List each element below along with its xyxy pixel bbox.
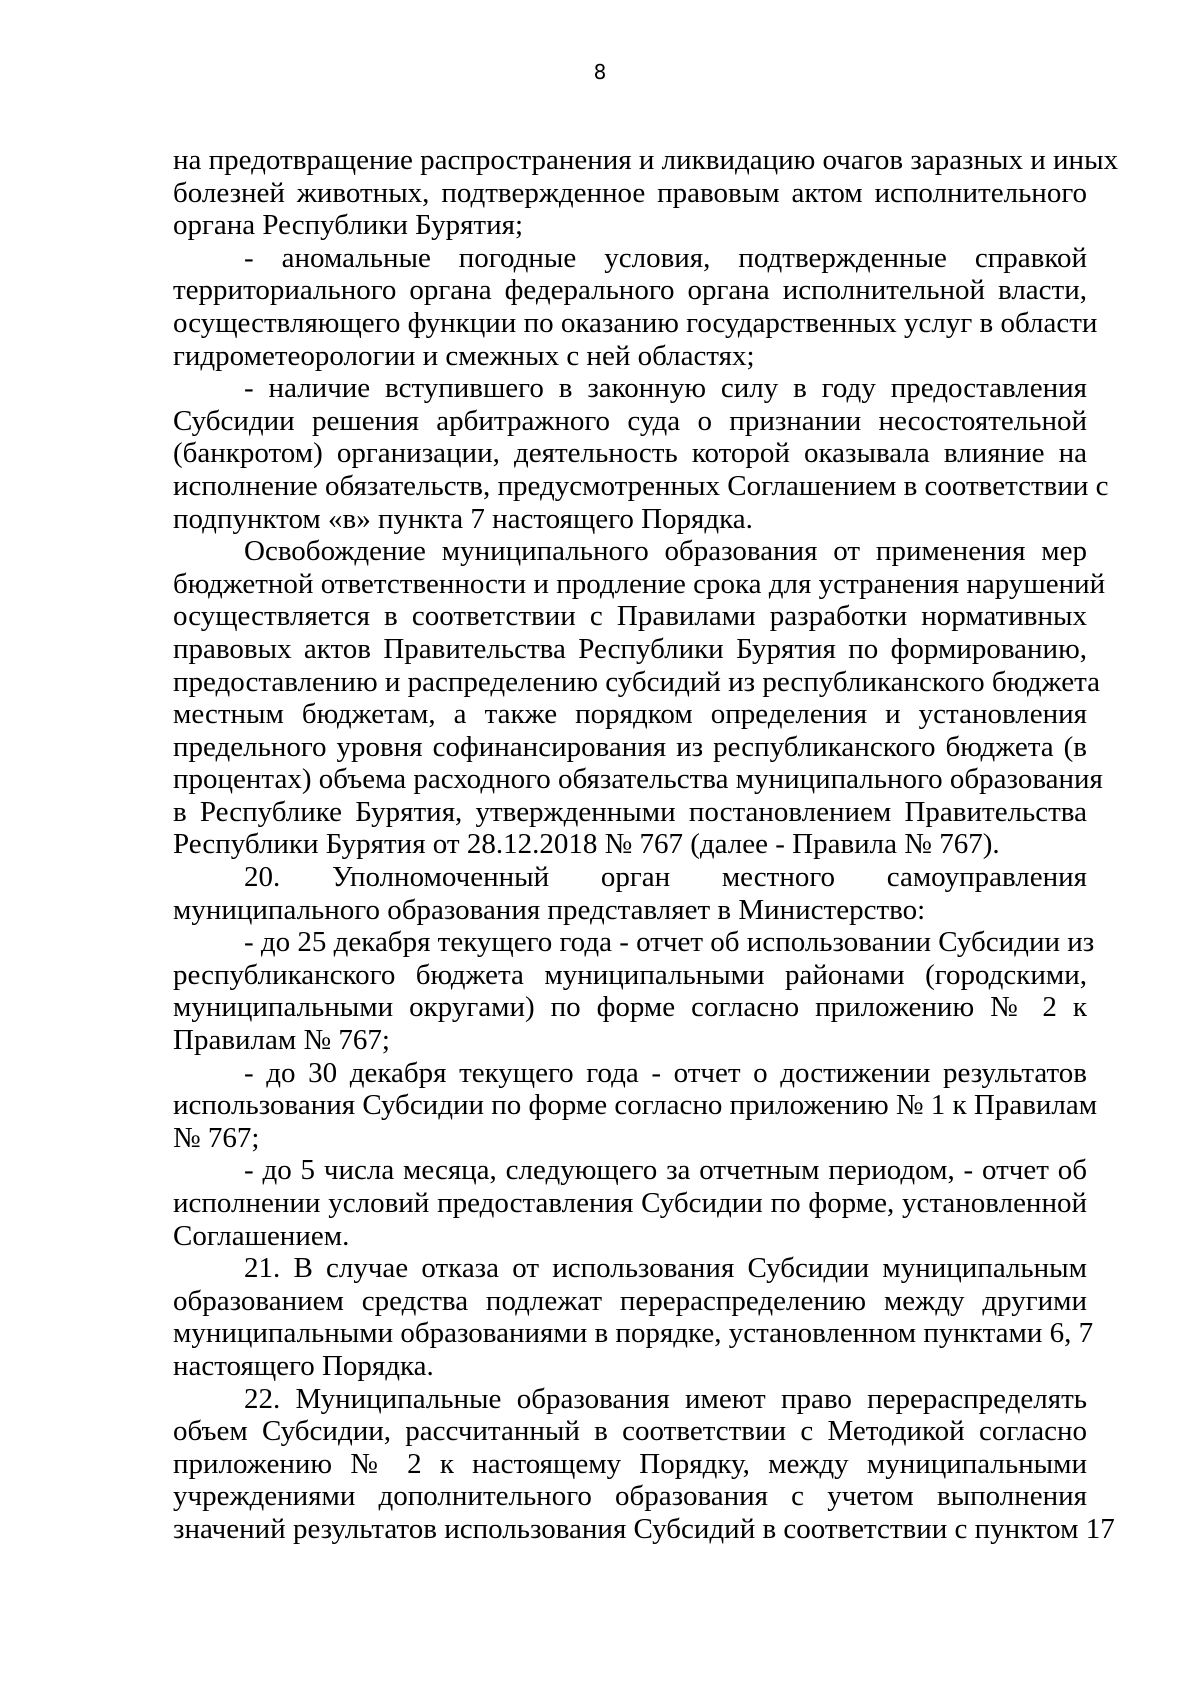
text-line: бюджетной ответственности и продление срока для устранения нарушений <box>173 567 1106 600</box>
text-line: Республики Бурятия от 28.12.2018 № 767 (далее - Правила № 767). <box>173 828 1000 861</box>
text-line: использования Субсидии по форме согласно приложению № 1 к Правилам <box>173 1089 1098 1122</box>
text-line: предельного уровня софинансирования из республиканского бюджета (в <box>173 730 1087 763</box>
text-line: муниципальными округами) по форме согласно приложению № 2 к <box>173 991 1087 1024</box>
text-line: (банкротом) организации, деятельность которой оказывала влияние на <box>173 437 1087 470</box>
text-line: Правилам № 767; <box>173 1024 390 1057</box>
text-line: Освобождение муниципального образования от применения мер <box>244 535 1087 568</box>
text-line: на предотвращение распространения и ликвидацию очагов заразных и иных <box>173 144 1119 176</box>
text-line: территориального органа федерального органа исполнительной власти, <box>173 274 1087 307</box>
text-line: 20. Уполномоченный орган местного самоуправления <box>244 861 1087 894</box>
document-body <box>173 144 1119 1546</box>
page-number: 8 <box>593 60 607 84</box>
text-line: местным бюджетам, а также порядком определения и установления <box>173 698 1087 731</box>
text-line: процентах) объема расходного обязательства муниципального образования <box>173 763 1103 796</box>
text-line: предоставлению и распределению субсидий из республиканского бюджета <box>173 665 1101 698</box>
text-line: болезней животных, подтвержденное правовым актом исполнительного <box>173 176 1087 209</box>
text-line: учреждениями дополнительного образования с учетом выполнения <box>173 1480 1087 1513</box>
text-line: значений результатов использования Субсидий в соответствии с пунктом 17 <box>173 1512 1115 1545</box>
text-line: органа Республики Бурятия; <box>173 209 523 242</box>
text-line: 21. В случае отказа от использования Субсидии муниципальным <box>244 1252 1087 1285</box>
text-line: № 767; <box>173 1121 260 1154</box>
text-line: подпунктом «в» пункта 7 настоящего Порядка. <box>173 502 753 535</box>
text-line: - до 5 числа месяца, следующего за отчетным периодом, - отчет об <box>244 1154 1087 1187</box>
text-line: - аномальные погодные условия, подтвержденные справкой <box>244 241 1087 274</box>
text-line: муниципального образования представляет в Министерство: <box>173 893 926 926</box>
text-line: гидрометеорологии и смежных с ней областях; <box>173 339 755 372</box>
text-line: осуществляющего функции по оказанию государственных услуг в области <box>173 306 1098 339</box>
text-line: Соглашением. <box>173 1219 350 1252</box>
text-line: - до 30 декабря текущего года - отчет о достижении результатов <box>244 1056 1087 1089</box>
text-line: муниципальными образованиями в порядке, установленном пунктами 6, 7 <box>173 1317 1094 1350</box>
text-line: Субсидии решения арбитражного суда о признании несостоятельной <box>173 404 1087 437</box>
text-line: исполнение обязательств, предусмотренных Соглашением в соответствии с <box>173 469 1109 502</box>
text-line: - до 25 декабря текущего года - отчет об использовании Субсидии из <box>244 926 1095 959</box>
text-line: приложению № 2 к настоящему Порядку, между муниципальными <box>173 1447 1087 1480</box>
text-line: правовых актов Правительства Республики Бурятия по формированию, <box>173 632 1087 665</box>
text-line: - наличие вступившего в законную силу в году предоставления <box>244 372 1087 405</box>
text-line: объем Субсидии, рассчитанный в соответствии с Методикой согласно <box>173 1415 1087 1448</box>
text-line: образованием средства подлежат перераспределению между другими <box>173 1284 1087 1317</box>
text-line: осуществляется в соответствии с Правилами разработки нормативных <box>173 600 1087 633</box>
text-line: исполнении условий предоставления Субсидии по форме, установленной <box>173 1187 1087 1219</box>
text-line: 22. Муниципальные образования имеют право перераспределять <box>244 1382 1087 1415</box>
text-line: в Республике Бурятия, утвержденными постановлением Правительства <box>173 795 1087 828</box>
text-line: республиканского бюджета муниципальными районами (городскими, <box>173 958 1087 991</box>
text-line: настоящего Порядка. <box>173 1349 434 1382</box>
